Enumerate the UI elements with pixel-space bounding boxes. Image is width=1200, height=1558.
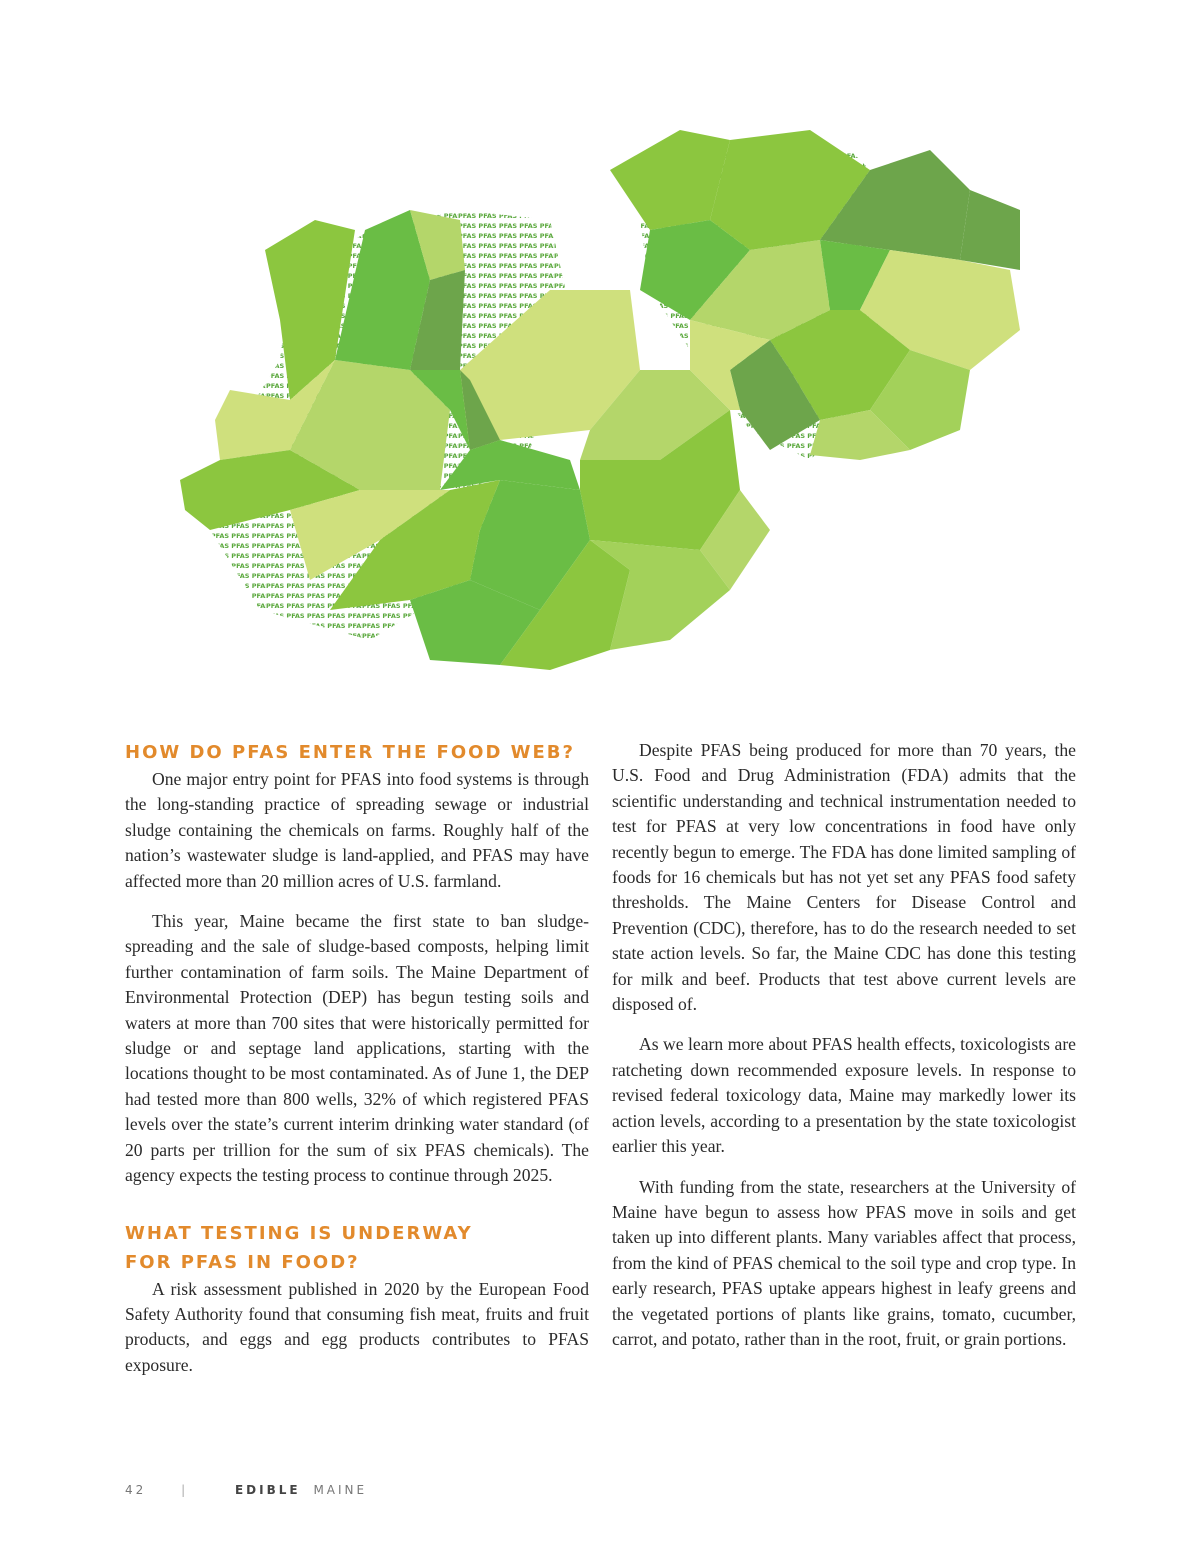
left-column bbox=[125, 738, 589, 1378]
page-footer bbox=[125, 1483, 367, 1497]
footer-separator: | bbox=[181, 1483, 189, 1497]
page-number: 42 bbox=[125, 1483, 147, 1497]
paragraph: A risk assessment published in 2020 by the European Food Safety Authority found that consuming fish meat, fruits and fruit products, and eggs and egg products contributes to PFAS exposure. bbox=[125, 1278, 589, 1375]
paragraph: As we learn more about PFAS health effects, toxicologists are ratcheting down recommended exposure levels. In response to revised federal toxicology data, Maine may markedly lower its action levels, according to a presentation by the state toxicologist earlier this year. bbox=[612, 1034, 1076, 1157]
brand-name-light: MAINE bbox=[313, 1483, 368, 1497]
heading-line: FOR PFAS IN FOOD? bbox=[125, 1251, 360, 1273]
section-heading-testing bbox=[125, 1219, 589, 1277]
leaf-shard bbox=[960, 190, 1020, 270]
brand-name-bold: EDIBLE bbox=[234, 1483, 301, 1497]
paragraph: This year, Maine became the first state to ban sludge-spreading and the sale of sludge-based composts, helping limit further contamination of farm soils. The Maine Department of Environmental Protection (DEP) has begun testing soils and waters at more than 700 sites that were historically permitted for sludge or and septage land applications, starting with the locations thought to be most contaminated. As of June 1, the DEP had tested more than 800 wells, 32% of which registered PFAS levels over the state’s current interim drinking water standard (of 20 parts per trillion for the sum of six PFAS chemicals). The agency expects the testing process to continue through 2025. bbox=[125, 911, 589, 1186]
right-column bbox=[612, 738, 1076, 1352]
paragraph: Despite PFAS being produced for more than 70 years, the U.S. Food and Drug Administration (FDA) admits that the scientific understanding and technical instrumentation needed to test for PFAS at very low concentrations in food have only recently begun to emerge. The FDA has done limited sampling of foods for 16 chemicals but has not yet set any PFAS food safety thresholds. The Maine Centers for Disease Control and Prevention (CDC), therefore, has to do the research needed to set state action levels. So far, the Maine CDC has done this testing for milk and beef. Products that test above current levels are disposed of. bbox=[612, 740, 1076, 1015]
section-heading-food-web: HOW DO PFAS ENTER THE FOOD WEB? bbox=[125, 742, 575, 763]
paragraph: With funding from the state, researchers at the University of Maine have begun to assess how PFAS move in soils and get taken up into different plants. Many variables affect that process, from the kind of PFAS chemical to the soil type and crop type. In early research, PFAS uptake appears highest in leafy greens and the vegetated portions of plants like grains, tomato, cucumber, carrot, and potato, rather than in the root, fruit, or grain portions. bbox=[612, 1176, 1076, 1349]
lettuce-illustration bbox=[170, 110, 1040, 680]
paragraph: One major entry point for PFAS into food systems is through the long-standing practice of spreading sewage or industrial sludge containing the chemicals on farms. Roughly half of the nation’s wastewater sludge is land-applied, and PFAS may have affected more than 20 million acres of U.S. farmland. bbox=[125, 769, 589, 891]
heading-line: WHAT TESTING IS UNDERWAY bbox=[125, 1222, 473, 1244]
